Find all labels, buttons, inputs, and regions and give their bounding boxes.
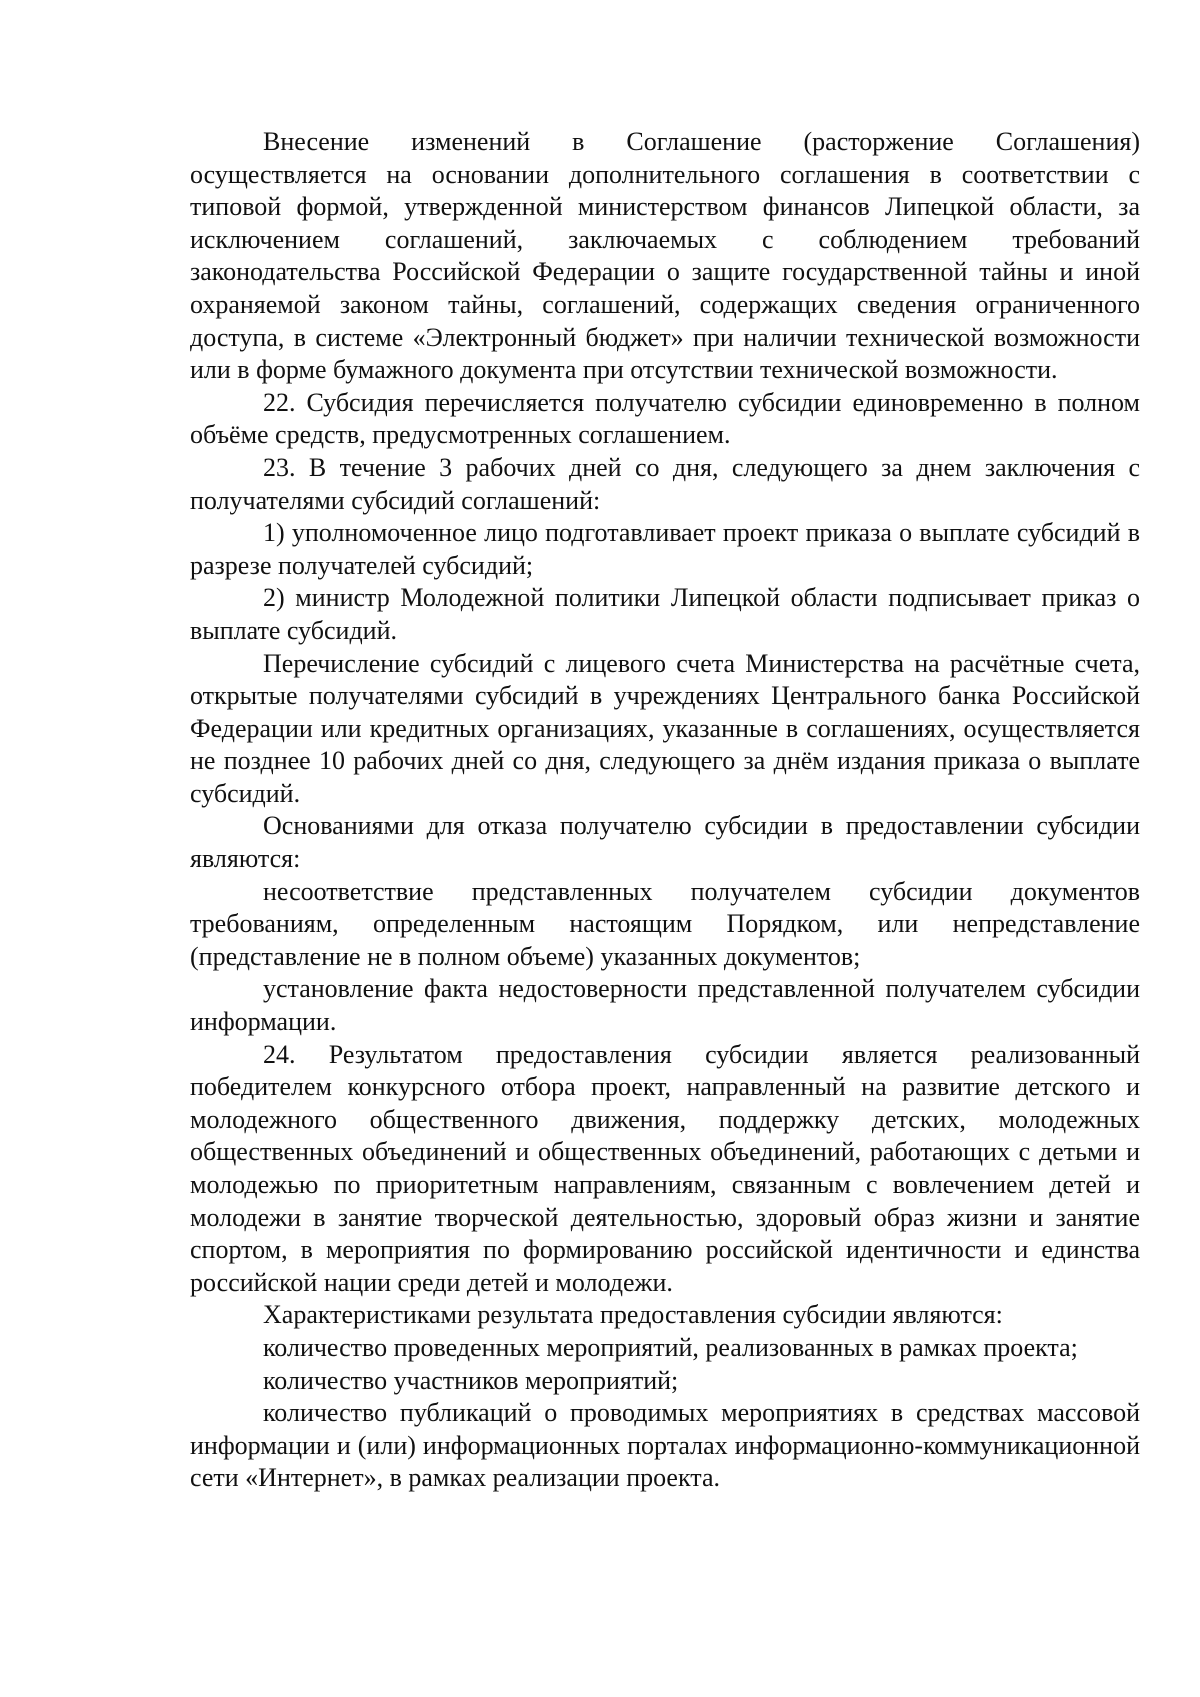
paragraph-refusal-ground-2: установление факта недостоверности представленной получателем субсидии информации. [190,974,1140,1037]
paragraph-characteristic-participants: количество участников мероприятий; [263,1365,679,1395]
paragraph-refusal-grounds: Основаниями для отказа получателю субсидии в предоставлении субсидии являются: [190,811,1140,874]
paragraph-characteristic-publications: количество публикаций о проводимых мероприятиях в средствах массовой информации и (или) информационных порталах информационно-коммуникационной сети «Интернет», в рамках реализации проекта. [190,1398,1140,1493]
paragraph-result-characteristics: Характеристиками результата предоставления субсидии являются: [263,1300,1003,1330]
paragraph-clause-23-item-1: 1) уполномоченное лицо подготавливает проект приказа о выплате субсидий в разрезе получателей субсидий; [190,518,1140,580]
paragraph-clause-22: 22. Субсидия перечисляется получателю субсидии единовременно в полном объёме средств, предусмотренных соглашением. [190,387,1140,450]
paragraph-clause-24: 24. Результатом предоставления субсидии является реализованный победителем конкурсного отбора проект, направленный на развитие детского и молодежного общественного движения, поддержку детских, молодежных общественных объединений и общественных объединений, работающих с детьми и молодежью по приоритетным направлениям, связанным с вовлечением детей и молодежи в занятие творческой деятельностью, здоровый образ жизни и занятие спортом, в мероприятия по формированию российской идентичности и единства российской нации среди детей и молодежи. [190,1039,1140,1297]
document-body [190,126,1140,1495]
paragraph-clause-23: 23. В течение 3 рабочих дней со дня, следующего за днем заключения с получателями субсидий соглашений: [190,452,1140,515]
paragraph-refusal-ground-1: несоответствие представленных получателем субсидии документов требованиям, определенным настоящим Порядком, или непредставление (представление не в полном объеме) указанных документов; [190,876,1140,971]
paragraph-clause-23-item-2: 2) министр Молодежной политики Липецкой области подписывает приказ о выплате субсидий. [190,583,1140,645]
paragraph-amendment-procedure: Внесение изменений в Соглашение (расторжение Соглашения) осуществляется на основании дополнительного соглашения в соответствии с типовой формой, утвержденной министерством финансов Липецкой области, за исключением соглашений, заключаемых с соблюдением требований законодательства Российской Федерации о защите государственной тайны и иной охраняемой законом тайны, соглашений, содержащих сведения ограниченного доступа, в системе «Электронный бюджет» при наличии технической возможности или в форме бумажного документа при отсутствии технической возможности. [190,127,1140,385]
paragraph-characteristic-events: количество проведенных мероприятий, реализованных в рамках проекта; [263,1332,1078,1362]
paragraph-transfer-of-subsidies: Перечисление субсидий с лицевого счета Министерства на расчётные счета, открытые получателями субсидий в учреждениях Центрального банка Российской Федерации или кредитных организациях, указанные в соглашениях, осуществляется не позднее 10 рабочих дней со дня, следующего за днём издания приказа о выплате субсидий. [190,648,1140,808]
